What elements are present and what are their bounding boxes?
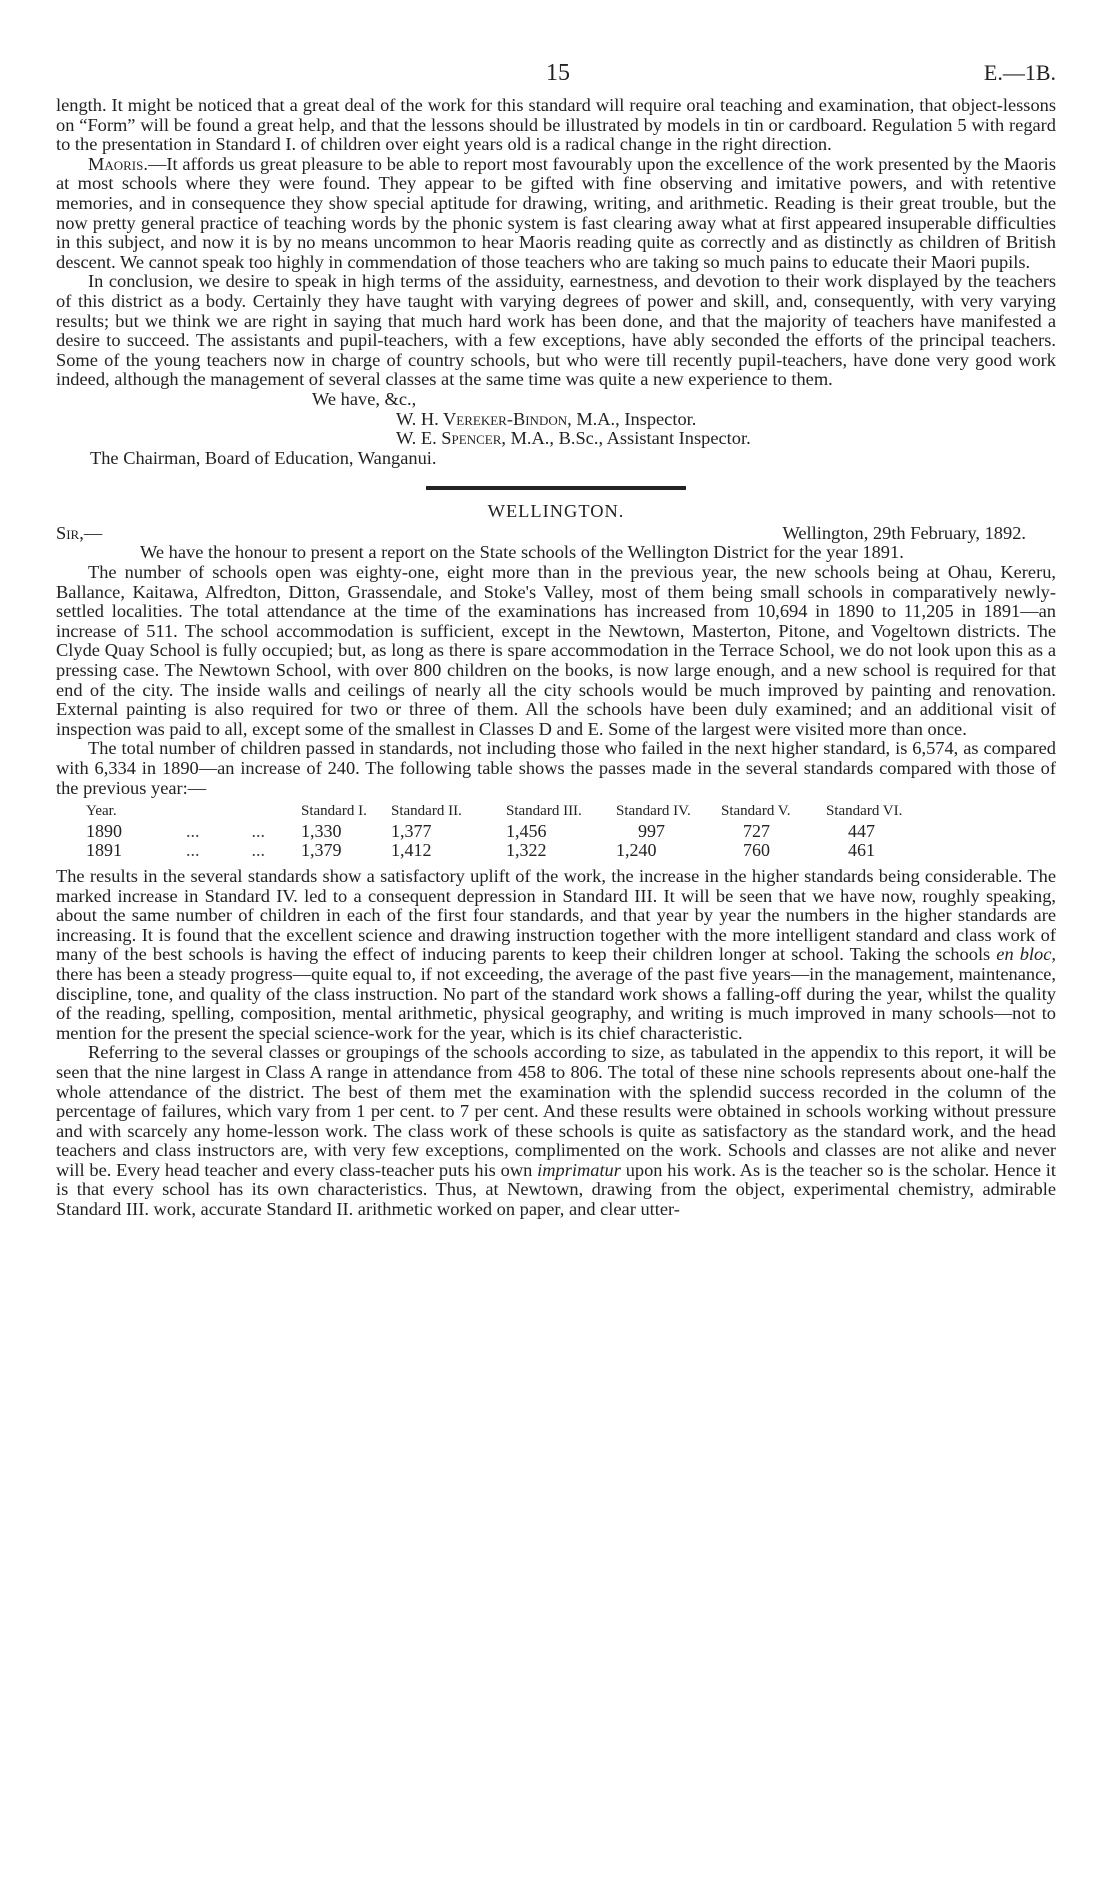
table-cell: 1,456 [506,820,547,841]
wellington-paragraph-2: The number of schools open was eighty-one, eight more than in the previous year, the new schools being at Ohau, Kereru, Ballance, Kaitawa, Alfredton, Ditton, Grassendale, and Stoke's Valley, most of them being small schools in comparatively newly-settled localities. The total attendance at the time of the examinations has increased from 10,694 in 1890 to 11,205 in 1891—an increase of 511. The school accommodation is sufficient, except in the Newtown, Masterton, Pitone, and Vogeltown districts. The Clyde Quay School is fully occupied; but, as long as there is spare accommodation in the Terrace School, we do not look upon this as a pressing case. The Newtown School, with over 800 children on the books, is now large enough, and a new school is required for that end of the city. The inside walls and ceilings of nearly all the city schools would be much improved by painting and renovation. External painting is also required for two or three of them. All the schools have been duly examined; and an additional visit of inspection was paid to all, except some of the smallest in Classes D and E. Some of the largest were visited more than once. [56,562,1056,739]
table-header: Standard I. [301,803,367,820]
table-cell: 447 [848,820,875,841]
table-header: Standard III. [506,803,582,820]
table-cell-year: 1890 [86,820,122,841]
table-header: Standard VI. [826,803,903,820]
standards-table [86,802,921,861]
table-cell: 760 [743,840,770,861]
maoris-label: Maoris. [88,153,148,174]
closing-line: We have, &c., [312,388,417,409]
addressee: The Chairman, Board of Education, Wanganui. [90,447,437,468]
document-reference: E.—1B. [983,60,1056,85]
wellington-paragraph-4: The results in the several standards show a satisfactory uplift of the work, the increase in the higher standards being considerable. The marked increase in Standard IV. led to a consequent depression in Standard III. It will be seen that we have now, roughly speaking, about the same number of children in each of the first four standards, and that year by year the numbers in the higher standards are increasing. It is found that the excellent science and drawing instruction together with the more intelligent standard and class work of many of the best schools is having the effect of inducing parents to keep their children longer at school. Taking the schools en bloc, there has been a steady progress—quite equal to, if not exceeding, the average of the past five years—in the management, maintenance, discipline, tone, and quality of the class instruction. No part of the standard work shows a falling-off during the year, whilst the quality of the reading, spelling, composition, mental arithmetic, physical geography, and writing is much improved in many schools—not to mention for the present the special science-work for the year, which is its chief characteristic. [56,865,1056,1043]
signer-2-name: W. E. Spencer, [396,428,506,449]
page-number: 15 [546,60,570,86]
table-leader-dots: ... ... [186,840,265,861]
wellington-paragraph-1: We have the honour to present a report on the State schools of the Wellington District for the year 1891. [140,542,904,563]
maoris-paragraph [56,155,1056,273]
table-cell: 1,330 [301,820,342,841]
signer-1-title: M.A., Inspector. [571,408,697,429]
signer-1 [396,410,1056,430]
signer-2-title: M.A., B.Sc., Assistant Inspector. [505,428,751,449]
table-cell: 461 [848,840,875,861]
table-header: Standard IV. [616,803,691,820]
signer-1-name: W. H. Vereker-Bindon, [396,408,572,429]
table-cell: 997 [638,820,665,841]
table-row [86,841,921,861]
salutation: Sir,— [56,522,103,543]
wellington-paragraph-3: The total number of children passed in standards, not including those who failed in the next higher standard, is 6,574, as compared with 6,334 in 1890—an increase of 240. The following table shows the passes made in the several standards compared with those of the previous year:— [56,738,1056,798]
table-cell: 1,322 [506,840,547,861]
table-cell: 1,412 [391,840,432,861]
maoris-text: —It affords us great pleasure to be able to report most favourably upon the excellence of the work presented by the Maoris at most schools where they were found. They appear to be gifted with fine observing and imitative powers, and with retentive memories, and in consequence they show special aptitude for drawing, writing, and arithmetic. Reading is their great trouble, but the now pretty general practice of teaching words by the phonic system is fast clearing away what at first appeared insuperable difficulties in this subject, and now it is by no means uncommon to hear Maoris reading quite as correctly and as distinctly as children of British descent. We cannot speak too highly in commendation of those teachers who are taking so much pains to educate their Maori pupils. [56,153,1056,272]
section-heading: WELLINGTON. [487,501,625,522]
page-header [56,56,1056,86]
intro-paragraph: length. It might be noticed that a great deal of the work for this standard will require oral teaching and examination, that object-lessons on “Form” will be found a great help, and that the lessons should be illustrated by models in tin or cardboard. Regulation 5 with regard to the presentation in Standard I. of children over eight years old is a radical change in the right direction. [56,95,1056,155]
table-cell: 1,240 [616,840,657,861]
table-header: Year. [86,803,117,820]
table-header: Standard II. [391,803,462,820]
table-cell: 1,377 [391,820,432,841]
table-leader-dots: ... ... [186,820,265,841]
table-cell-year: 1891 [86,840,122,861]
salutation-row [56,524,1056,544]
section-divider [426,486,686,490]
wellington-paragraph-5: Referring to the several classes or groupings of the schools according to size, as tabulated in the appendix to this report, it will be seen that the nine largest in Class A range in attendance from 458 to 806. The total of these nine schools represents about one-half the whole attendance of the district. The best of them met the examination with the splendid success recorded in the column of the percentage of failures, which vary from 1 per cent. to 7 per cent. And these results were obtained in schools working without pressure and with scarcely any home-lesson work. The class work of these schools is quite as satisfactory as the standard work, and the head teachers and class instructors are, with very few exceptions, complimented on the work. Schools and classes are not alike and never will be. Every head teacher and every class-teacher puts his own imprimatur upon his work. As is the teacher so is the scholar. Hence it is that every school has its own characteristics. Thus, at Newtown, drawing from the object, experimental chemistry, admirable Standard III. work, accurate Standard II. arithmetic worked on paper, and clear utter- [56,1042,1057,1220]
signer-2 [396,429,1056,449]
table-header-row [86,802,921,822]
table-header: Standard V. [721,803,791,820]
table-row [86,822,921,842]
table-cell: 727 [743,820,770,841]
document-body [56,96,1056,1220]
table-cell: 1,379 [301,840,342,861]
conclusion-paragraph: In conclusion, we desire to speak in high terms of the assiduity, earnestness, and devotion to their work displayed by the teachers of this district as a body. Certainly they have taught with varying degrees of power and skill, and, consequently, with very varying results; but we think we are right in saying that much hard work has been done, and that the majority of teachers have manifested a desire to succeed. The assistants and pupil-teachers, with a few exceptions, have ably seconded the efforts of the principal teachers. Some of the young teachers now in charge of country schools, but who were till recently pupil-teachers, have done very good work indeed, although the management of several classes at the same time was quite a new experience to them. [56,271,1056,390]
date-line: Wellington, 29th February, 1892. [782,522,1026,543]
